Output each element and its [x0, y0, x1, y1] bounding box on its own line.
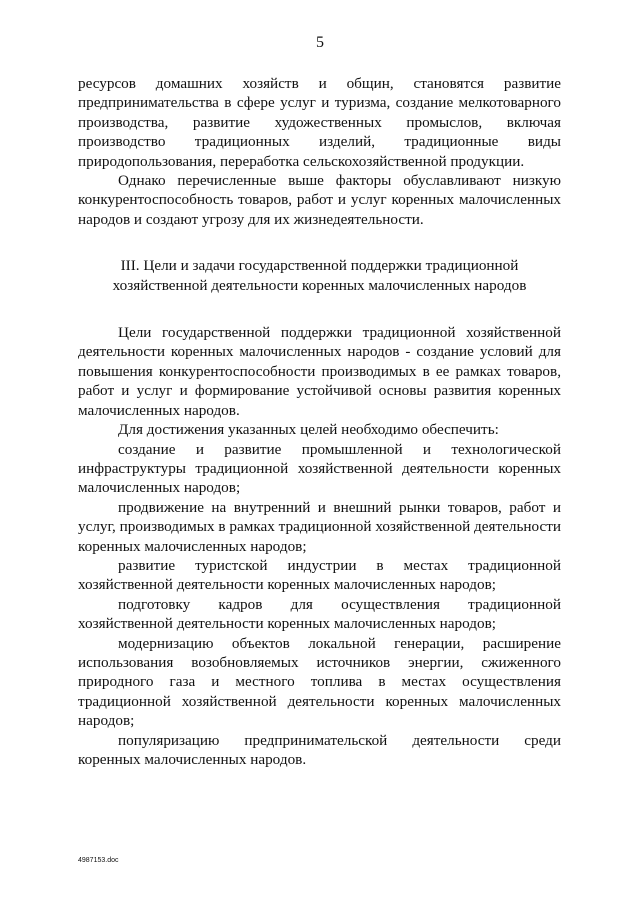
paragraph-to-achieve: Для достижения указанных целей необходимо обеспечить:: [118, 421, 499, 439]
list-item-infrastructure: создание и развитие промышленной и технологической инфраструктуры традиционной хозяйственной деятельности коренных малочисленных народов;: [78, 440, 561, 497]
paragraph-continuation: ресурсов домашних хозяйств и общин, становятся развитие предпринимательства в сфере услуг и туризма, создание мелкотоварного производства, развитие художественных промыслов, включая производство традиционных изделий, традиционные виды природопользования, переработка сельскохозяйственной продукции.: [78, 75, 561, 170]
paragraph-factors: Однако перечисленные выше факторы обуславливают низкую конкурентоспособность товаров, работ и услуг коренных малочисленных народов и создают угрозу для их жизнедеятельности.: [78, 172, 561, 228]
list-item-energy: модернизацию объектов локальной генерации, расширение использования возобновляемых источников энергии, сжиженного природного газа и местного топлива в местах осуществления традиционной хозяйственной деятельности коренных малочисленных народов;: [78, 634, 561, 730]
section-heading: [78, 256, 561, 295]
page-number: 5: [316, 34, 324, 51]
paragraph-goals: Цели государственной поддержки традиционной хозяйственной деятельности коренных малочисленных народов - создание условий для повышения конкурентоспособности производимых в ее рамках товаров, работ и услуг и формирование устойчивой основы развития коренных малочисленных народов.: [78, 324, 561, 419]
list-item-training: подготовку кадров для осуществления традиционной хозяйственной деятельности коренных малочисленных народов;: [78, 595, 561, 633]
list-item-popularization: популяризацию предпринимательской деятельности среди коренных малочисленных народов.: [78, 731, 561, 768]
section-heading-line-1: III. Цели и задачи государственной поддержки традиционной: [120, 257, 519, 275]
document-body: [78, 74, 561, 769]
list-item-tourism: развитие туристской индустрии в местах традиционной хозяйственной деятельности коренных малочисленных народов;: [78, 556, 561, 594]
section-heading-line-2: хозяйственной деятельности коренных малочисленных народов: [112, 276, 527, 294]
document-filename: 4987153.doc: [78, 857, 119, 864]
list-item-markets: продвижение на внутренний и внешний рынки товаров, работ и услуг, производимых в рамках традиционной хозяйственной деятельности коренных малочисленных народов;: [78, 498, 561, 555]
